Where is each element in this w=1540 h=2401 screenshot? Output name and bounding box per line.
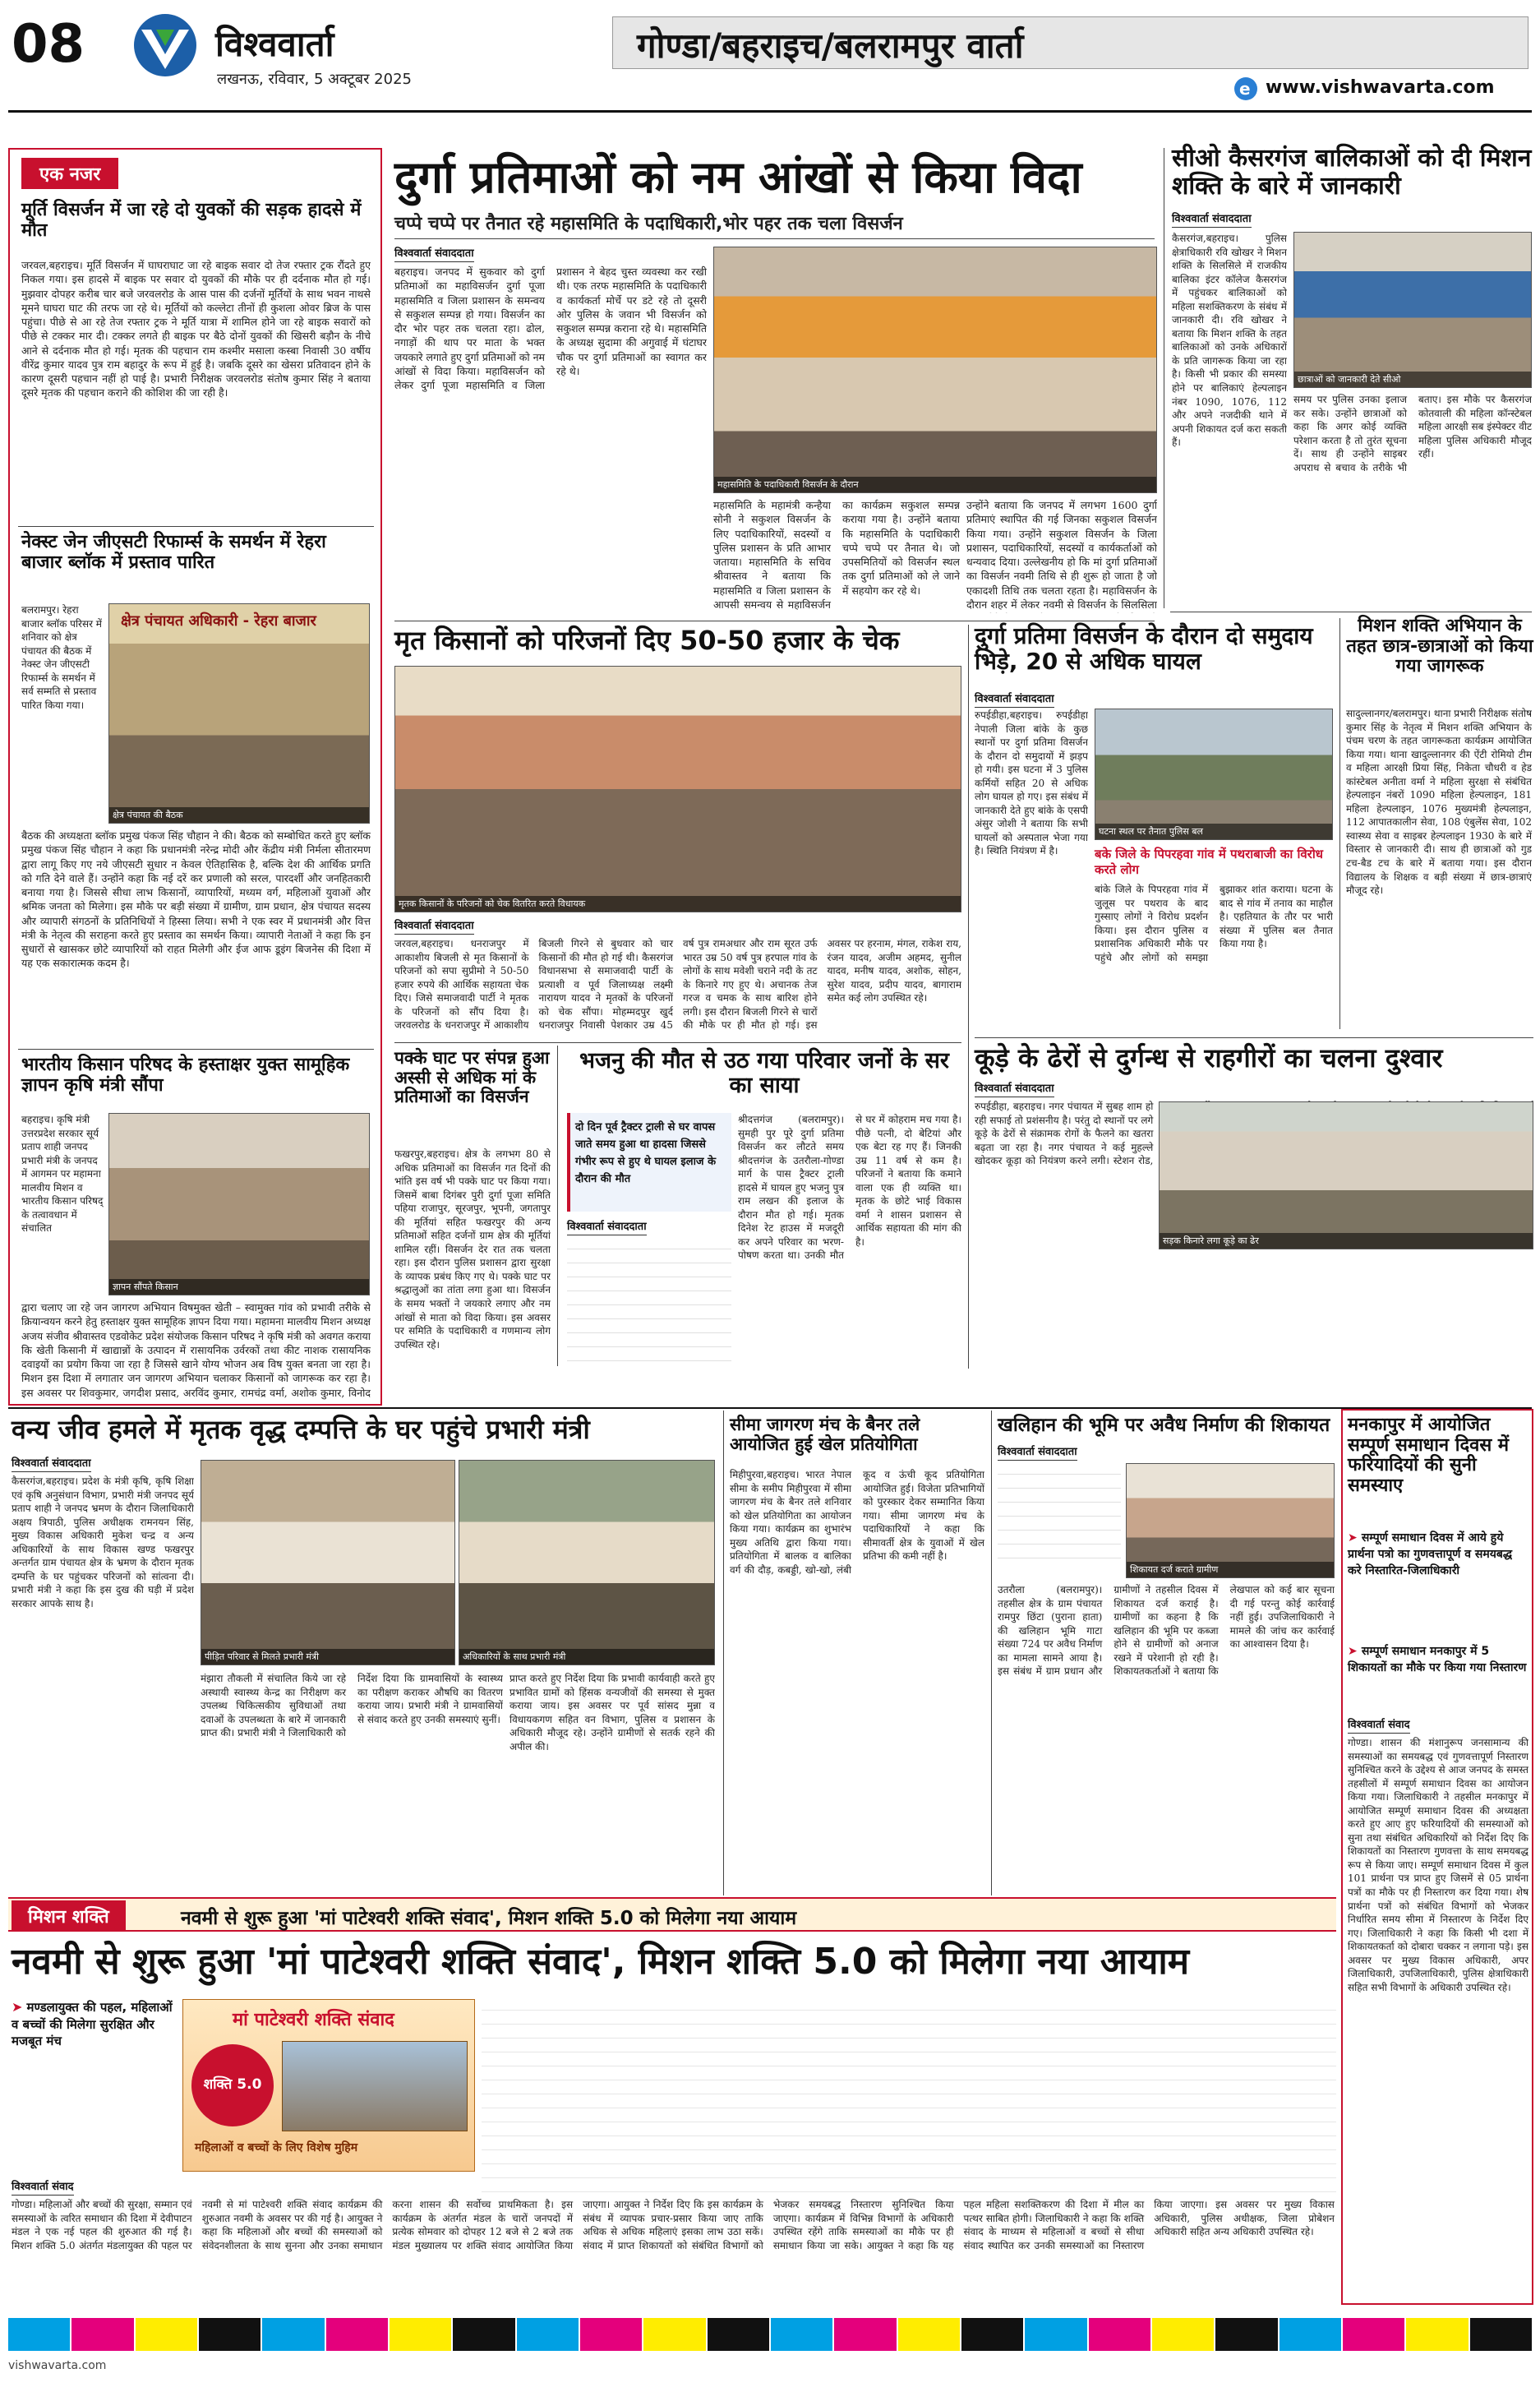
masthead — [0, 0, 1540, 115]
pakka-ghat-headline: पक्के घाट पर संपन्न हुआ अस्सी से अधिक मां के प्रतिमाओं का विसर्जन — [394, 1048, 550, 1107]
cdo-body-a: कैसरगंज,बहराइच। पुलिस क्षेत्राधिकारी रवि खोखर ने मिशन शक्ति के सिलसिले में राजकीय बालिका इंटर कॉलेज कैसरगंज में पहुंचकर बालिकाओं को महिला सशक्तिकरण के संबंध में जानकारी दी। रवि खोखर ने बताया कि मिशन शक्ति के तहत बालिकाओं को उनके अधिकारों के प्रति जागरूक किया जा रहा है। किसी भी प्रकार की समस्या होने पर बालिकाएं हेल्पलाइन नंबर 1090, 1076, 112 और अपने नजदीकी थाने में अपनी शिकायत दर्ज करा सकती हैं। — [1172, 233, 1287, 449]
mission-poster-sub: शक्ति 5.0 — [203, 2076, 262, 2093]
cdo-photo-caption: छात्राओं को जानकारी देते सीओ — [1294, 372, 1531, 387]
kuda-byline: विश्ववार्ता संवाददाता — [975, 1080, 1054, 1097]
samuday-photo-caption: घटना स्थल पर तैनात पुलिस बल — [1095, 824, 1332, 839]
mission-body-right — [482, 1999, 1336, 2193]
ek-nazar-column — [8, 148, 382, 1406]
bhajan-byline: विश्ववार्ता संवाददाता — [567, 1218, 647, 1235]
samuday-side-head: बके जिले के पिपरहवा गांव में पथराबाजी का विरोध करते लोग — [1095, 847, 1323, 877]
mission-bullet-text: मण्डलायुक्त की पहल, महिलाओं व बच्चों की मिलेगा सुरक्षित और मजबूत मंच — [12, 2000, 173, 2048]
mission-poster-title: मां पाटेश्वरी शक्ति संवाद — [233, 2010, 394, 2030]
khalihan-byline: विश्ववार्ता संवाददाता — [998, 1443, 1077, 1461]
mankapur-point2 — [1348, 1642, 1528, 1675]
lead-photo-caption: महासमिति के पदाधिकारी विसर्जन के दौरान — [714, 477, 1156, 492]
vanya-photo-1-caption: पीड़ित परिवार से मिलते प्रभारी मंत्री — [201, 1649, 454, 1665]
mission-headline: नवमी से शुरू हुआ 'मां पाटेश्वरी शक्ति संवाद', मिशन शक्ति 5.0 को मिलेगा नया आयाम — [12, 1941, 1190, 1983]
story2-headline: नेक्स्ट जेन जीएसटी रिफार्म्स के समर्थन में रेहरा बाजार ब्लाॅक में प्रस्ताव पारित — [21, 532, 326, 573]
web-icon — [1233, 76, 1259, 102]
mankapur-body: गोण्डा। शासन की मंशानुरूप जनसामान्य की समस्याओं का समयबद्ध एवं गुणवत्तापूर्ण निस्तारण सुनिश्चित करने के उद्देश्य से आज जनपद के समस्त तहसीलों में सम्पूर्ण समाधान दिवस का आयोजन किया गया। जिलाधिकारी ने तहसील मनकापुर में आयोजित सम्पूर्ण समाधान दिवस की अध्यक्षता करते हुए आए हुए फरियादियों की समस्याओं को सुना तथा संबंधित अधिकारियों को निर्देश दिए कि शिकायतों का निस्तारण गुणवत्ता के साथ समयबद्ध रूप से किया जाए। सम्पूर्ण समाधान दिवस में कुल 101 प्रार्थना पत्र प्राप्त हुए जिसमें से 05 प्रार्थना पत्रों का मौके पर ही निस्तारण कर दिया गया। शेष प्रार्थना पत्रों को संबंधित विभागों को भेजकर निर्धारित समय सीमा में निस्तारण के निर्देश दिए गए। जिलाधिकारी ने कहा कि किसी भी दशा में शिकायतकर्ता को दोबारा चक्कर न लगाना पड़े। इस अवसर पर मुख्य विकास अधिकारी, अपर जिलाधिकारी, उपजिलाधिकारी, पुलिस क्षेत्राधिकारी सहित सभी विभागों के अधिकारी उपस्थित रहे। — [1348, 1737, 1528, 1993]
brand-logo-icon — [131, 12, 199, 79]
samuday-photo — [1095, 709, 1333, 840]
pakka-ghat-body: फखरपुर,बहराइच। क्षेत्र के लगभग 80 से अधिक प्रतिमाओं का विसर्जन गत दिनों की भांति इस वर्ष भी पक्के घाट पर किया गया। जिसमें बाबा दिगंबर पुरी दुर्गा पूजा समिति पहिया राजापुर, सूरजपुर, भूपनी, जगतापुर की मूर्तियां सहित फखरपुर की अन्य प्रतिमाओं सहित दर्जनों ग्राम क्षेत्र की मूर्तियां शामिल रहीं। विसर्जन देर रात तक चलता रहा। इस दौरान पुलिस प्रशासन द्वारा सुरक्षा के व्यापक प्रबंध किए गए थे। पक्के घाट पर श्रद्धालुओं का तांता लगा हुआ था। विसर्जन के समय भक्तों ने जयकारे लगाए और नम आंखों से माता को विदा किया। इस अवसर पर समिति के पदाधिकारी व गणमान्य लोग उपस्थित रहे। — [394, 1148, 551, 1351]
bhajan-pull-quote-text: दो दिन पूर्व ट्रैक्टर ट्राली से घर वापस जाते समय हुआ था हादसा जिससे गंभीर रूप से हुए थे घायल इलाज के दौरान की मौत — [575, 1121, 717, 1185]
vanya-headline: वन्य जीव हमले में मृतक वृद्ध दम्पत्ति के घर पहुंचे प्रभारी मंत्री — [12, 1414, 590, 1445]
khalihan-body: उतरौला (बलरामपुर)। तहसील क्षेत्र के ग्राम पंचायत रामपुर छिंटा (पुराना हाता) की खलिहान भूमि गाटा संख्या 724 पर अवैध निर्माण का मामला सामने आया है। इस संबंध में ग्राम प्रधान और ग्रामीणों ने तहसील दिवस में शिकायत दर्ज कराई है। ग्रामीणों का कहना है कि खलिहान की भूमि पर कब्जा होने से ग्रामीणों को अनाज रखने में परेशानी हो रही है। शिकायतकर्ताओं ने बताया कि लेखपाल को कई बार सूचना दी गई परन्तु कोई कार्रवाई नहीं हुई। उपजिलाधिकारी ने मामले की जांच कर कार्रवाई का आश्वासन दिया है। — [998, 1584, 1335, 1678]
mission-poster-line: महिलाओं व बच्चों के लिए विशेष मुहिम — [195, 2141, 358, 2154]
samuday-body-a: रुपईडीहा,बहराइच। रुपईडीहा नेपाली जिला बांके के कुछ स्थानों पर दुर्गा प्रतिमा विसर्जन के दौरान दो समुदायों में झड़प हो गयी। इस घटना में 3 पुलिस कर्मियों सहित 20 से अधिक लोग घायल हो गए। इस संबंध में जानकारी देते हुए बांके के एसपी अंसुर जोशी ने बताया कि सभी घायलों को अस्पताल भेजा गया है। स्थिति नियंत्रण में है। — [975, 709, 1088, 857]
mission-poster-photo — [282, 2041, 468, 2131]
samuday-side-body: बांके जिले के पिपरहवा गांव में जुलूस पर पथराव के बाद गुस्साए लोगों ने विरोध प्रदर्शन किया। इस दौरान पुलिस व प्रशासनिक अधिकारी मौके पर पहुंचे और लोगों को समझा बुझाकर शांत कराया। घटना के बाद से गांव में तनाव का माहौल है। एहतियात के तौर पर भारी संख्या में पुलिस बल तैनात किया गया है। — [1095, 884, 1333, 963]
mission-abhiyan-body: सादुल्लानगर/बलरामपुर। थाना प्रभारी निरीक्षक संतोष कुमार सिंह के नेतृत्व में मिशन शक्ति अभियान के पंचम चरण के तहत जागरूकता कार्यक्रम आयोजित किया गया। थाना खादुल्लानगर की ऐंटी रोमियो टीम व महिला आरक्षी प्रिया सिंह, निकेता चौधरी व हेड कांस्टेबल अनीता वर्मा ने महिला सुरक्षा से संबंधित हेल्पलाइन नंबरों 1090 महिला हेल्पलाइन, 181 महिला हेल्पलाइन, 1076 मुख्यमंत्री हेल्पलाइन, 112 आपातकालीन सेवा, 108 एंबुलेंस सेवा, 102 स्वास्थ्य सेवा व साइबर हेल्पलाइन 1930 के बारे में विस्तार से जानकारी दी। साथ ही छात्राओं को गुड टच-बैड टच के बारे में बताया गया। इस दौरान विद्यालय के शिक्षक व बड़ी संख्या में छात्र-छात्राएं मौजूद रहे। — [1346, 708, 1532, 897]
mission-bullet — [12, 1999, 176, 2050]
mission-poster — [182, 1999, 475, 2172]
website-link[interactable]: www.vishwavarta.com — [1266, 77, 1495, 98]
story1-body: जरवल,बहराइच। मूर्ति विसर्जन में घाघराघाट जा रहे बाइक सवार दो तेज रफ्तार ट्रक रौंदते हुए निकल गया। इस हादसे में बाइक पर सवार दो युवकों की मौके पर ही दर्दनाक मौत हो गई। मुझवार दोपहर करीब चार बजे जरवलरोड के आस पास की दर्जनों मूर्तियों के साथ भवन नाथसे मूमने घाघरा घाट की तरफ जा रहे थे। मूर्तियों को कल्लेटा तीनों ही कुशला ओवर ब्रिज के पास पहुंचा। पीछे से आ रहे तेज रफ्तार ट्रक ने मूर्ति यात्रा में शामिल होने जा रहे बाइक सवारों को पीछे से टक्कर मार दी। टक्कर लगते ही बाइक पर बैठे दोनों युवकों की खिसरी बड़ौन के नीचे आने से दर्दनाक मौत हो गई। मृतक की पहचान राम कश्मीर मसाला कस्बा निवासी 30 वर्षीय वीरेंद्र कुमार यादव पुत्र राम बहादुर के रूप में हुई है। जबकि दूसरे का खेसरा प्रतिवादन होने के कारण दूसरी पहचान नहीं हो पाई है। प्रभारी निरीक्षक जरवलरोड संतोष कुमार सिंह ने बताया दूसरे मृतक की पहचान कराने की कोशिश की जा रही है। — [21, 259, 371, 399]
mission-poster-logo — [191, 2044, 274, 2126]
kuda-photo — [1159, 1101, 1533, 1249]
mankapur-headline: मनकापुर में आयोजित सम्पूर्ण समाधान दिवस में फरियादियों की सुनी समस्याए — [1348, 1415, 1510, 1496]
mankapur-byline: विश्ववार्ता संवाद — [1348, 1716, 1410, 1734]
story3-body-b: द्वारा चलाए जा रहे जन जागरण अभियान विषमुक्त खेती – स्वामुक्त गांव को प्रभावी तरीके से क्रियान्वयन करने हेतु हस्ताक्षर युक्त सामूहिक ज्ञापन दिया गया। महामना मालवीय मिशन अध्यक्ष अजय संजीव श्रीवास्तव एडवोकेट प्रदेश संयोजक किसान परिषद ने कृषि मंत्री को अवगत कराया कि खेती किसानी में खाद्यान्नों के उत्पादन में रासायनिक उर्वरकों तथा कीट नाशक रासायनिक दवाइयों का प्रयोग किया जा रहा है जिससे खाने योग्य भोजन अब विष युक्त बनता जा रहा है। मिशन इस दिशा में लगातार जन जागरण अभियान चलाकर किसानों को जागरूक कर रहा है। इस अवसर पर शिवकुमार, जगदीश प्रसाद, अरविंद कुमार, रामचंद्र वर्मा, अशोक कुमार, विनोद — [21, 1301, 371, 1399]
cdo-byline: विश्ववार्ता संवाददाता — [1172, 210, 1252, 228]
khalihan-headline: खलिहान की भूमि पर अवैध निर्माण की शिकायत — [998, 1415, 1330, 1436]
chek-photo-caption: मृतक किसानों के परिजनों को चेक वितरित करते विधायक — [395, 896, 961, 912]
story2-body-b: बैठक की अध्यक्षता ब्लॉक प्रमुख पंकज सिंह चौहान ने की। बैठक को सम्बोधित करते हुए ब्लॉक प्रमुख पंकज सिंह चौहान ने कहा कि प्रधानमंत्री नरेन्द्र मोदी और केंद्रीय मंत्री निर्मला सीतारमण द्वारा लागू किए गए नये जीएसटी सुधार न केवल ऐतिहासिक है, बल्कि देश की आर्थिक प्रगति को गति देने वाले हैं। उन्होंने कहा कि नई दरें कर प्रणाली को सरल, पारदर्शी और जनहितकारी बनाया गया है। जिससे सीधा लाभ किसानों, व्यापारियों, मध्यम वर्ग, महिलाओं युवाओं और श्रमिक जनता को मिलेगा। इस मौके पर बड़ी संख्या में ग्रामीण, ग्राम प्रधान, क्षेत्र पंचायत सदस्य और व्यापारी संगठनों के प्रतिनिधियों ने हिस्सा लिया। सभी ने एक स्वर में प्रधानमंत्री और वित्त मंत्री के नेतृत्व की सराहना करते हुए प्रस्ताव का समर्थन किया। व्यापारी नेताओं ने कहा कि इन सुधारों से खासकर छोटे व्यापारियों को राहत मिलेगी और ईज आफ डूइंग बिजनेस की दिशा में यह एक सकारात्मक कदम है। — [21, 829, 371, 970]
lead-photo — [713, 247, 1157, 493]
lead-body-left: बहराइच। जनपद में सुकवार को दुर्गा प्रतिमाओं का महाविसर्जन दुर्गा पूजा महासमिति व जिला प्रशासन के समन्वय से सकुशल सम्पन्न हो गया। विसर्जन का दौर भोर पहर तक चलता रहा। ढोल, नगाड़ों की थाप पर माता के भक्त जयकारे लगाते हुए दुर्गा प्रतिमाओं को नम आंखों से विदा किया। महाविसर्जन को लेकर दुर्गा पूजा महासमिति व जिला प्रशासन ने बेहद चुस्त व्यवस्था कर रखी थी। एक तरफ महासमिति के पदाधिकारी व कार्यकर्ता मोर्चे पर डटे रहे तो दूसरी ओर पुलिस के जवान भी विसर्जन को सकुशल सम्पन्न कराना रहे थे। महासमिति के अध्यक्ष सुदामा की अगुवाई में घंटाघर चौक पर दुर्गा प्रतिमाओं का स्वागत कर रहे थे। — [394, 265, 707, 391]
ek-nazar-tag: एक नजर — [21, 158, 118, 189]
lead-body-mid: महासमिति के महामंत्री कन्हैया सोनी ने सकुशल विसर्जन के लिए पदाधिकारियों, सदस्यों व पुलिस प्रशासन के प्रति आभार जताया। महासमिति के सचिव श्रीवास्तव ने बताया कि महासमिति व जिला प्रशासन के आपसी समन्वय से महाविसर्जन का कार्यक्रम सकुशल सम्पन्न कराया गया है। उन्होंने बताया कि महासमिति के पदाधिकारी चप्पे चप्पे पर तैनात थे। जो उपसमितियों को विसर्जन स्थल तक दुर्गा प्रतिमाओं को ले जाने में सहयोग कर रहे थे। — [713, 499, 960, 611]
khalihan-photo-caption: शिकायत दर्ज कराते ग्रामीण — [1127, 1562, 1334, 1577]
story3-photo-caption: ज्ञापन सौंपते किसान — [109, 1279, 369, 1295]
seema-headline: सीमा जागरण मंच के बैनर तले आयोजित हुई खेल प्रतियोगिता — [730, 1415, 920, 1454]
mankapur-point1-text: सम्पूर्ण समाधान दिवस में आये हुये प्रार्थना पत्रो का गुणवत्तापूर्ण व समयबद्ध करे निस्तारित-जिलाधिकारी — [1348, 1531, 1513, 1578]
story2-photo-caption: क्षेत्र पंचायत की बैठक — [109, 807, 369, 823]
edition-line: लखनऊ, रविवार, 5 अक्टूबर 2025 — [217, 71, 412, 88]
mission-body: गोण्डा। महिलाओं और बच्चों की सुरक्षा, सम्मान एवं समस्याओं के त्वरित समाधान की दिशा में देवीपाटन मंडल ने एक नई पहल की शुरुआत की गई है। मिशन शक्ति 5.0 अंतर्गत मंडलायुक्त की पहल पर नवमी से मां पाटेश्वरी शक्ति संवाद कार्यक्रम की शुरुआत नवमी के अवसर पर की गई है। आयुक्त ने कहा कि महिलाओं और बच्चों की समस्याओं को संवेदनशीलता के साथ सुनना और उनका समाधान करना शासन की सर्वोच्च प्राथमिकता है। इस कार्यक्रम के अंतर्गत मंडल के चारों जनपदों में प्रत्येक सोमवार को दोपहर 12 बजे से 2 बजे तक मंडल मुख्यालय पर शक्ति संवाद आयोजित किया जाएगा। आयुक्त ने निर्देश दिए कि इस कार्यक्रम के संबंध में व्यापक प्रचार-प्रसार किया जाए ताकि अधिक से अधिक महिलाएं इसका लाभ उठा सकें। संवाद में प्राप्त शिकायतों को संबंधित विभागों को भेजकर समयबद्ध निस्तारण सुनिश्चित किया जाएगा। कार्यक्रम में विभिन्न विभागों के अधिकारी उपस्थित रहेंगे ताकि समस्याओं का मौके पर ही समाधान किया जा सके। आयुक्त ने कहा कि यह पहल महिला सशक्तिकरण की दिशा में मील का पत्थर साबित होगी। जिलाधिकारी ने कहा कि शक्ति संवाद के माध्यम से महिलाओं व बच्चों से सीधा संवाद स्थापित कर उनकी समस्याओं का निस्तारण किया जाएगा। इस अवसर पर मुख्य विकास अधिकारी, पुलिस अधीक्षक, जिला प्रोबेशन अधिकारी सहित अन्य अधिकारी उपस्थित रहे। — [12, 2199, 1335, 2251]
mission-banner-text: नवमी से शुरू हुआ 'मां पाटेश्वरी शक्ति संवाद', मिशन शक्ति 5.0 को मिलेगा नया आयाम — [181, 1908, 797, 1929]
vanya-photo-2-caption: अधिकारियों के साथ प्रभारी मंत्री — [459, 1649, 714, 1665]
vanya-body-b: मंझारा तौकली में संचालित किये जा रहे अस्थायी स्वास्थ्य केन्द्र का निरीक्षण कर उपलब्ध चिकित्सकीय सुविधाओं तथा दवाओं के उपलब्धता के बारे में जानकारी प्राप्त की। प्रभारी मंत्री ने जिलाधिकारी को निर्देश दिया कि ग्रामवासियों के स्वास्थ्य का परीक्षण कराकर औषधि का वितरण कराया जाय। प्रभारी मंत्री ने ग्रामवासियों से संवाद करते हुए उनकी समस्याएं सुनीं। — [201, 1673, 503, 1739]
story3-headline: भारतीय किसान परिषद के हस्ताक्षर युक्त सामूहिक ज्ञापन कृषि मंत्री सौंपा — [21, 1055, 350, 1096]
story3-photo — [108, 1113, 370, 1295]
mission-tag: मिशन शक्ति — [12, 1900, 126, 1932]
print-strip — [8, 2318, 1532, 2351]
cdo-photo — [1293, 232, 1532, 388]
footer-site: vishwavarta.com — [8, 2359, 107, 2372]
bhajan-body-cont — [567, 1238, 731, 1361]
vanya-byline: विश्ववार्ता संवाददाता — [12, 1455, 91, 1472]
kuda-body: रुपईडीहा, बहराइच। नगर पंचायत में सुबह शाम हो रही सफाई तो प्रशंसनीय है। परंतु दो स्थानों पर लगे कूड़े के ढेरों से संक्रामक रोगों के फैलने का खतरा बढ़ता जा रहा है। नगर पंचायत ने कई मुहल्ले खोदकर कूड़ा को नियंत्रण करने लगी। स्टेशन रोड, — [975, 1101, 1154, 1167]
khalihan-body-a — [998, 1463, 1121, 1570]
mission-abhiyan-headline: मिशन शक्ति अभियान के तहत छात्र-छात्राओं को किया गया जागरूक — [1346, 616, 1533, 677]
bullet-icon: ➤ — [12, 1999, 23, 2015]
bhajan-body: श्रीदत्तगंज (बलरामपुर)। सुमही पुर पूरे दुर्गा प्रतिमा विसर्जन कर लौटते समय श्रीदत्तगंज के उतरौला-गोण्डा मार्ग के पास ट्रैक्टर ट्राली हादसे में घायल हुए भजनु पुत्र राम लखन की इलाज के दौरान मौत हो गई। मृतक दिनेश रेट हाउस में मजदूरी कर अपने परिवार का भरण-पोषण करता था। उनकी मौत से घर में कोहराम मच गया है। पीछे पत्नी, दो बेटियां और एक बेटा रह गए हैं। जिनकी उम्र 11 वर्ष से कम है। परिजनों ने बताया कि कमाने वाला एक ही व्यक्ति था। मृतक के छोटे भाई विकास वर्मा ने शासन प्रशासन से आर्थिक सहायता की मांग की है। — [738, 1114, 961, 1262]
chek-body: जरवल,बहराइच। धनराजपुर में आकाशीय बिजली से मृत किसानों के परिजनों को सपा सुप्रीमो ने 50-50 हजार रुपये की आर्थिक सहायता चेक दिए। जिसे समाजवादी पार्टी ने मृतक के परिजनों को सौंप दिया है। जरवलरोड के धनराजपुर में आकाशीय बिजली गिरने से बुधवार को चार किसानों की मौत हो गई थी। कैसरगंज विधानसभा से समाजवादी पार्टी के प्रत्याशी व पूर्व जिलाध्यक्ष लक्ष्मी नारायण यादव ने मृतकों के परिजनों को चेक सौंपा। मोहम्मदपुर खुर्द धनराजपुर निवासी पेशकार उम्र 45 वर्ष पुत्र रामअधार और राम सूरत उर्फ भारत उम्र 50 वर्ष पुत्र हरपाल गांव के लोगों के साथ मवेशी चराने नदी के तट के किनारे गए हुए थे। अचानक तेज गरज व चमक के साथ बारिश होने लगी। इस दौरान बिजली गिरने से चारों की मौके पर ही मौत हो गई। इस अवसर पर हरनाम, मंगल, राकेश राय, रंजन यादव, अजीम अहमद, सुनील यादव, मनीष यादव, अशोक, सोहन, सुरेश यादव, प्रदीप यादव, बागाराम समेत कई लोग उपस्थित रहे। — [394, 938, 961, 1032]
cdo-headline: सीओ कैसरगंज बालिकाओं को दी मिशन शक्ति के बारे में जानकारी — [1172, 144, 1532, 201]
section-title: गोण्डा/बहराइच/बलरामपुर वार्ता — [637, 25, 1024, 66]
svg-text:e: e — [1239, 79, 1251, 99]
khalihan-photo — [1126, 1463, 1335, 1578]
lead-byline: विश्ववार्ता संवाददाता — [394, 245, 474, 262]
page-number: 08 — [12, 14, 85, 75]
mankapur-point2-text: सम्पूर्ण समाधान मनकापुर में 5 शिकायतों का मौके पर किया गया निस्तारण — [1348, 1645, 1527, 1675]
chek-headline: मृत किसानों को परिजनों दिए 50-50 हजार के चेक — [394, 625, 900, 656]
story2-body-a: बलरामपुर। रेहरा बाजार ब्लॉक परिसर में शनिवार को क्षेत्र पंचायत की बैठक में नेक्स्ट जेन जीएसटी रिफार्म्स के समर्थन में सर्व सम्मति से प्रस्ताव पारित किया गया। — [21, 604, 102, 711]
story2-photo: क्षेत्र पंचायत अधिकारी - रेहरा बाजार क्षेत्र पंचायत की बैठक — [108, 603, 370, 824]
chek-photo — [394, 666, 961, 912]
vanya-body-c: प्राप्त करते हुए निर्देश दिया कि प्रभावी कार्यवाही करते हुए प्रभावित ग्रामों को हिंसक वन्यजीवों की समस्या से मुक्त कराया जाय। इस अवसर पर पूर्व सांसद मुन्ना व विधायकगण सहित वन विभाग, पुलिस व प्रशासन के अधिकारी मौजूद रहे। उन्होंने ग्रामीणों से सतर्क रहने की अपील की। — [509, 1673, 715, 1752]
bullet-icon: ➤ — [1348, 1531, 1358, 1544]
mankapur-point1 — [1348, 1529, 1528, 1579]
vanya-body-a: कैसरगंज,बहराइच। प्रदेश के मंत्री कृषि, कृषि शिक्षा एवं कृषि अनुसंधान विभाग, प्रभारी मंत्री जनपद सूर्य प्रताप शाही ने जनपद भ्रमण के दौरान जिलाधिकारी अक्षय त्रिपाठी, पुलिस अधीक्षक रामनयन सिंह, मुख्य विकास अधिकारी मुकेश चन्द्र व अन्य अधिकारियों के साथ विकास खण्ड फखरपुर अन्तर्गत ग्राम पंचायत क्षेत्र के भ्रमण के दौरान मृतक दम्पत्ति के घर पहुंचकर परिजनों को सांत्वना दी। प्रभारी मंत्री ने कहा कि इस दुख की घड़ी में प्रदेश सरकार आपके साथ है। — [12, 1475, 194, 1609]
brand-name: विश्ववार्ता — [215, 24, 334, 64]
samuday-headline: दुर्गा प्रतिमा विसर्जन के दौरान दो समुदाय भिड़े, 20 से अधिक घायल — [975, 622, 1313, 676]
lead-headline: दुर्गा प्रतिमाओं को नम आंखों से किया विदा — [394, 151, 1082, 203]
mission-byline: विश्ववार्ता संवाद — [12, 2178, 74, 2196]
story3-body-a: बहराइच। कृषि मंत्री उत्तरप्रदेश सरकार सूर्य प्रताप शाही जनपद प्रभारी मंत्री के जनपद में आगमन पर महामना मालवीय मिशन व भारतीय किसान परिषद् के तत्वावधान में संचालित — [21, 1114, 104, 1235]
cdo-body-b: समय पर पुलिस उनका इलाज कर सके। उन्होंने छात्राओं को कहा कि अगर कोई व्यक्ति परेशान करता है तो तुरंत सूचना दें। साथ ही उन्होंने साइबर अपराध से बचाव के तरीके भी बताए। इस मौके पर कैसरगंज कोतवाली की महिला कॉन्स्टेबल महिला आरक्षी सब इंस्पेक्टर वीट महिला पुलिस अधिकारी मौजूद रहीं। — [1293, 394, 1532, 473]
lead-body-right: उन्होंने बताया कि जनपद में लगभग 1600 दुर्गा प्रतिमाएं स्थापित की गई जिनका सकुशल विसर्जन किया गया। उन्होंने सकुशल विसर्जन के जिला प्रशासन, पदाधिकारियों, सदस्यों व कार्यकर्ताओं को धन्यवाद दिया। उल्लेखनीय हो कि मां दुर्गा प्रतिमाओं का विसर्जन नवमी तिथि से ही शुरू हो जाता है जो एकादशी तिथि तक चलता रहता है। महाविसर्जन के दौरान शहर में लेकर नवमी से विसर्जन के सिलसिला — [966, 499, 1157, 611]
lead-subhead: चप्पे चप्पे पर तैनात रहे महासमिति के पदाधिकारी,भोर पहर तक चला विसर्जन — [394, 214, 903, 234]
bhajan-pull-quote — [567, 1113, 731, 1212]
vanya-photo-2 — [459, 1460, 715, 1665]
vanya-photo-1 — [201, 1460, 455, 1665]
kuda-photo-caption: सड़क किनारे लगा कूड़े का ढेर — [1160, 1233, 1533, 1249]
seema-body: मिहीपुरवा,बहराइच। भारत नेपाल सीमा के समीप मिहीपुरवा में सीमा जागरण मंच के बैनर तले शनिवार को खेल प्रतियोगिता का आयोजन किया गया। कार्यक्रम का शुभारंभ मुख्य अतिथि द्वारा किया गया। प्रतियोगिता में बालक व बालिका वर्ग की दौड़, कबड्डी, खो-खो, लंबी कूद व ऊंची कूद प्रतियोगिता आयोजित हुई। विजेता प्रतिभागियों को पुरस्कार देकर सम्मानित किया गया। सीमा जागरण मंच के पदाधिकारियों ने कहा कि सीमावर्ती क्षेत्र के युवाओं में खेल प्रतिभा की कमी नहीं है। — [730, 1469, 984, 1576]
chek-byline: विश्ववार्ता संवाददाता — [394, 917, 474, 935]
kuda-headline: कूड़े के ढेरों से दुर्गन्ध से राहगीरों का चलना दुश्वार — [975, 1042, 1443, 1074]
story1-headline: मूर्ति विसर्जन में जा रहे दो युवकों की सड़क हादसे में मौत — [21, 200, 362, 241]
samuday-byline: विश्ववार्ता संवाददाता — [975, 690, 1054, 708]
mission-body-photo-side — [12, 2112, 176, 2170]
bhajan-headline: भजनु की मौत से उठ गया परिवार जनों के सर का साया — [579, 1048, 949, 1099]
bullet-icon: ➤ — [1348, 1645, 1358, 1658]
